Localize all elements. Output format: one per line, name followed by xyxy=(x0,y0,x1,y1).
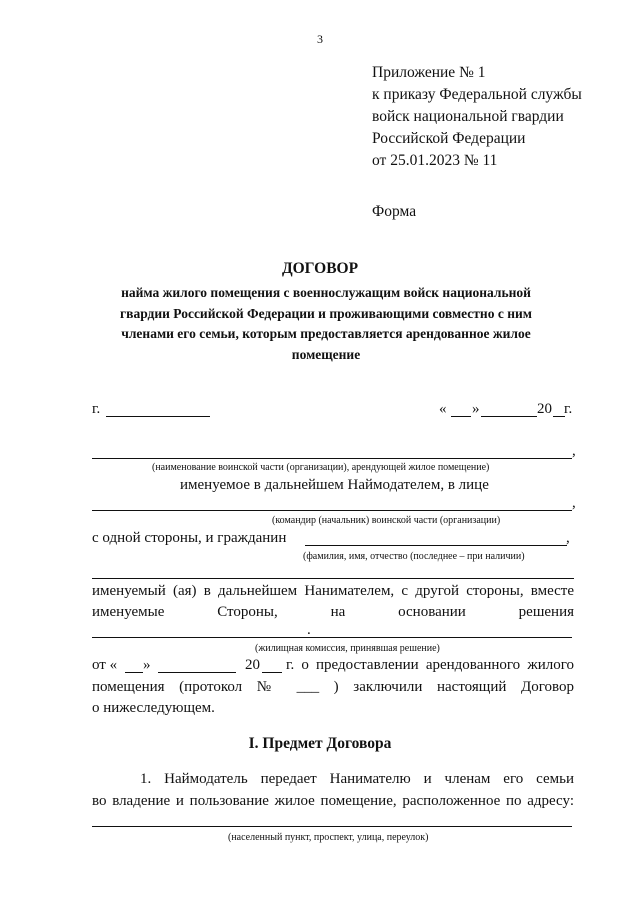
tenant-name-field-2[interactable] xyxy=(92,578,574,579)
body-line: именуемый (ая) в дальнейшем Нанимателем, с другой стороны, вместе xyxy=(92,583,574,599)
date-close-quote: » xyxy=(472,401,480,417)
body-line: г. о предоставлении арендованного жилого xyxy=(286,657,574,673)
appendix-block xyxy=(372,62,582,172)
trailing-dot: . xyxy=(307,622,311,638)
commission-field[interactable] xyxy=(92,637,572,638)
tenant-name-field[interactable] xyxy=(305,545,567,546)
document-subtitle: найма жилого помещения с военнослужащим войск национальной гвардии Российской Федерации и проживающими совместно с ним членами его семьи, которым предоставляется арендованное жилое помещение xyxy=(120,285,532,362)
document-title: ДОГОВОР xyxy=(281,260,359,277)
appendix-line: войск национальной гвардии xyxy=(372,108,564,125)
year-prefix: 20 xyxy=(537,401,552,417)
landlord-name-field[interactable] xyxy=(92,458,572,459)
landlord-text: именуемое в дальнейшем Наймодателем, в лице xyxy=(180,477,489,493)
city-field[interactable] xyxy=(106,416,210,417)
trailing-comma: , xyxy=(566,530,570,546)
decision-date-open: от « xyxy=(92,657,118,673)
day-field[interactable] xyxy=(451,416,471,417)
section-paragraph-line: во владение и пользование жилое помещение, расположенное по адресу: xyxy=(92,793,574,809)
month-field[interactable] xyxy=(481,416,537,417)
body-line: именуемые Стороны, на основании решения xyxy=(92,604,574,620)
body-line: о нижеследующем. xyxy=(92,700,215,716)
body-line: помещения (протокол № ___ ) заключили настоящий Договор xyxy=(92,679,574,695)
trailing-comma: , xyxy=(572,495,576,511)
address-field[interactable] xyxy=(92,826,572,827)
appendix-line: Приложение № 1 xyxy=(372,64,486,81)
commander-field[interactable] xyxy=(92,510,572,511)
section-heading: I. Предмет Договора xyxy=(248,735,392,752)
commander-caption: (командир (начальник) воинской части (организации) xyxy=(272,515,501,526)
form-label: Форма xyxy=(372,203,417,220)
tenant-caption: (фамилия, имя, отчество (последнее – при наличии) xyxy=(303,551,525,562)
page-number: 3 xyxy=(317,32,323,46)
city-prefix: г. xyxy=(92,401,101,417)
tenant-text: с одной стороны, и гражданин xyxy=(92,530,287,546)
trailing-comma: , xyxy=(572,443,576,459)
year-suffix: г. xyxy=(564,401,573,417)
decision-year-prefix: 20 xyxy=(245,657,260,673)
landlord-caption: (наименование воинской части (организации), арендующей жилое помещение) xyxy=(152,462,490,473)
address-caption: (населенный пункт, проспект, улица, переулок) xyxy=(228,832,429,843)
appendix-line: Российской Федерации xyxy=(372,130,526,147)
section-paragraph-line: 1. Наймодатель передает Нанимателю и членам его семьи xyxy=(140,771,574,787)
appendix-line: от 25.01.2023 № 11 xyxy=(372,152,498,169)
commission-caption: (жилищная комиссия, принявшая решение) xyxy=(255,643,440,654)
decision-year-field[interactable] xyxy=(262,672,282,673)
appendix-line: к приказу Федеральной службы xyxy=(372,86,582,103)
date-open-quote: « xyxy=(439,401,447,417)
decision-day-field[interactable] xyxy=(125,672,143,673)
decision-date-close: » xyxy=(143,657,151,673)
decision-month-field[interactable] xyxy=(158,672,236,673)
